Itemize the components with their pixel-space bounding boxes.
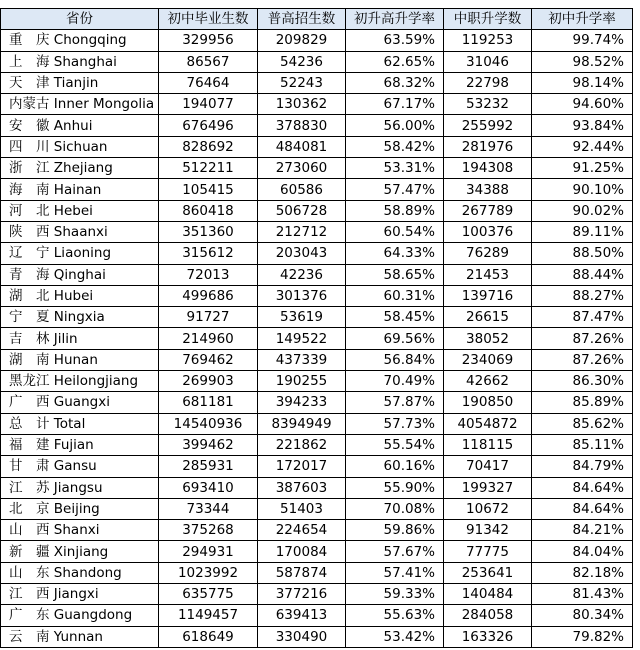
high-school-rate-cell: 62.65% <box>346 51 444 72</box>
vocational-enrollment-cell: 190850 <box>444 392 532 413</box>
high-school-rate-cell: 57.41% <box>346 562 444 583</box>
high-school-enrollment-cell: 377216 <box>258 584 346 605</box>
table-row <box>1 307 633 328</box>
junior-graduates-cell: 375268 <box>159 520 258 541</box>
province-cell: 青 海 Qinghai <box>1 264 159 285</box>
vocational-enrollment-cell: 34388 <box>444 179 532 200</box>
vocational-enrollment-cell: 100376 <box>444 221 532 242</box>
high-school-enrollment-cell: 172017 <box>258 456 346 477</box>
progression-rate-cell: 85.11% <box>532 434 633 455</box>
vocational-enrollment-cell: 234069 <box>444 349 532 370</box>
junior-graduates-cell: 676496 <box>159 115 258 136</box>
high-school-enrollment-cell: 149522 <box>258 328 346 349</box>
progression-rate-cell: 93.84% <box>532 115 633 136</box>
province-cell: 河 北 Hebei <box>1 200 159 221</box>
high-school-enrollment-cell: 224654 <box>258 520 346 541</box>
table-row <box>1 371 633 392</box>
high-school-rate-cell: 68.32% <box>346 72 444 93</box>
vocational-enrollment-cell: 163326 <box>444 626 532 647</box>
high-school-enrollment-cell: 378830 <box>258 115 346 136</box>
header-progression-rate: 初中升学率 <box>532 9 633 30</box>
table-row <box>1 349 633 370</box>
junior-graduates-cell: 73344 <box>159 498 258 519</box>
progression-rate-cell: 91.25% <box>532 158 633 179</box>
progression-rate-cell: 99.74% <box>532 30 633 51</box>
progression-rate-cell: 92.44% <box>532 136 633 157</box>
table-row <box>1 562 633 583</box>
high-school-rate-cell: 53.42% <box>346 626 444 647</box>
vocational-enrollment-cell: 21453 <box>444 264 532 285</box>
province-cell: 福 建 Fujian <box>1 434 159 455</box>
header-high-school-enrollment: 普高招生数 <box>258 9 346 30</box>
table-row <box>1 626 633 647</box>
high-school-rate-cell: 58.45% <box>346 307 444 328</box>
junior-graduates-cell: 91727 <box>159 307 258 328</box>
junior-graduates-cell: 635775 <box>159 584 258 605</box>
junior-graduates-cell: 769462 <box>159 349 258 370</box>
progression-rate-cell: 86.30% <box>532 371 633 392</box>
junior-graduates-cell: 860418 <box>159 200 258 221</box>
progression-rate-cell: 90.02% <box>532 200 633 221</box>
progression-rate-cell: 84.79% <box>532 456 633 477</box>
table-row <box>1 605 633 626</box>
table-row <box>1 179 633 200</box>
high-school-rate-cell: 57.87% <box>346 392 444 413</box>
high-school-rate-cell: 60.54% <box>346 221 444 242</box>
table-row <box>1 94 633 115</box>
table-row <box>1 264 633 285</box>
progression-rate-cell: 94.60% <box>532 94 633 115</box>
vocational-enrollment-cell: 118115 <box>444 434 532 455</box>
high-school-enrollment-cell: 273060 <box>258 158 346 179</box>
high-school-enrollment-cell: 212712 <box>258 221 346 242</box>
vocational-enrollment-cell: 53232 <box>444 94 532 115</box>
province-cell: 内蒙古 Inner Mongolia <box>1 94 159 115</box>
vocational-enrollment-cell: 139716 <box>444 285 532 306</box>
province-cell: 辽 宁 Liaoning <box>1 243 159 264</box>
province-cell: 湖 南 Hunan <box>1 349 159 370</box>
province-cell: 北 京 Beijing <box>1 498 159 519</box>
header-high-school-rate: 初升高升学率 <box>346 9 444 30</box>
table-row <box>1 584 633 605</box>
junior-graduates-cell: 214960 <box>159 328 258 349</box>
junior-graduates-cell: 681181 <box>159 392 258 413</box>
province-cell: 黑龙江 Heilongjiang <box>1 371 159 392</box>
progression-rate-cell: 84.64% <box>532 498 633 519</box>
high-school-enrollment-cell: 301376 <box>258 285 346 306</box>
province-cell: 四 川 Sichuan <box>1 136 159 157</box>
progression-rate-cell: 79.82% <box>532 626 633 647</box>
province-cell: 江 苏 Jiangsu <box>1 477 159 498</box>
high-school-enrollment-cell: 203043 <box>258 243 346 264</box>
header-row <box>1 9 633 30</box>
progression-rate-cell: 84.04% <box>532 541 633 562</box>
progression-rate-cell: 87.26% <box>532 328 633 349</box>
high-school-enrollment-cell: 53619 <box>258 307 346 328</box>
high-school-rate-cell: 55.90% <box>346 477 444 498</box>
high-school-rate-cell: 60.31% <box>346 285 444 306</box>
progression-rate-cell: 88.27% <box>532 285 633 306</box>
progression-rate-cell: 84.64% <box>532 477 633 498</box>
table-row <box>1 158 633 179</box>
progression-rate-cell: 84.21% <box>532 520 633 541</box>
progression-rate-cell: 88.44% <box>532 264 633 285</box>
high-school-rate-cell: 53.31% <box>346 158 444 179</box>
vocational-enrollment-cell: 253641 <box>444 562 532 583</box>
junior-graduates-cell: 1023992 <box>159 562 258 583</box>
junior-graduates-cell: 105415 <box>159 179 258 200</box>
progression-rate-cell: 85.89% <box>532 392 633 413</box>
province-cell: 新 疆 Xinjiang <box>1 541 159 562</box>
province-cell: 山 西 Shanxi <box>1 520 159 541</box>
header-vocational-enrollment: 中职升学数 <box>444 9 532 30</box>
junior-graduates-cell: 1149457 <box>159 605 258 626</box>
junior-graduates-cell: 399462 <box>159 434 258 455</box>
high-school-rate-cell: 70.49% <box>346 371 444 392</box>
junior-graduates-cell: 86567 <box>159 51 258 72</box>
province-cell: 湖 北 Hubei <box>1 285 159 306</box>
table-row <box>1 413 633 434</box>
progression-rate-cell: 82.18% <box>532 562 633 583</box>
junior-graduates-cell: 828692 <box>159 136 258 157</box>
high-school-enrollment-cell: 330490 <box>258 626 346 647</box>
header-province: 省份 <box>1 9 159 30</box>
junior-graduates-cell: 329956 <box>159 30 258 51</box>
progression-rate-cell: 87.26% <box>532 349 633 370</box>
high-school-rate-cell: 63.59% <box>346 30 444 51</box>
junior-graduates-cell: 14540936 <box>159 413 258 434</box>
table-row <box>1 115 633 136</box>
high-school-enrollment-cell: 639413 <box>258 605 346 626</box>
high-school-enrollment-cell: 51403 <box>258 498 346 519</box>
province-cell: 吉 林 Jilin <box>1 328 159 349</box>
high-school-rate-cell: 58.42% <box>346 136 444 157</box>
junior-graduates-cell: 315612 <box>159 243 258 264</box>
high-school-rate-cell: 55.54% <box>346 434 444 455</box>
high-school-enrollment-cell: 587874 <box>258 562 346 583</box>
vocational-enrollment-cell: 22798 <box>444 72 532 93</box>
high-school-enrollment-cell: 506728 <box>258 200 346 221</box>
vocational-enrollment-cell: 194308 <box>444 158 532 179</box>
vocational-enrollment-cell: 284058 <box>444 605 532 626</box>
high-school-rate-cell: 57.67% <box>346 541 444 562</box>
table-body <box>1 30 633 648</box>
high-school-enrollment-cell: 170084 <box>258 541 346 562</box>
province-cell: 陕 西 Shaanxi <box>1 221 159 242</box>
province-cell: 浙 江 Zhejiang <box>1 158 159 179</box>
province-cell: 海 南 Hainan <box>1 179 159 200</box>
table-row <box>1 541 633 562</box>
vocational-enrollment-cell: 255992 <box>444 115 532 136</box>
vocational-enrollment-cell: 4054872 <box>444 413 532 434</box>
vocational-enrollment-cell: 70417 <box>444 456 532 477</box>
junior-graduates-cell: 194077 <box>159 94 258 115</box>
table-row <box>1 243 633 264</box>
vocational-enrollment-cell: 38052 <box>444 328 532 349</box>
high-school-enrollment-cell: 387603 <box>258 477 346 498</box>
high-school-rate-cell: 64.33% <box>346 243 444 264</box>
vocational-enrollment-cell: 199327 <box>444 477 532 498</box>
progression-rate-cell: 89.11% <box>532 221 633 242</box>
vocational-enrollment-cell: 267789 <box>444 200 532 221</box>
vocational-enrollment-cell: 77775 <box>444 541 532 562</box>
table-row <box>1 434 633 455</box>
vocational-enrollment-cell: 76289 <box>444 243 532 264</box>
high-school-enrollment-cell: 209829 <box>258 30 346 51</box>
junior-graduates-cell: 269903 <box>159 371 258 392</box>
table-row <box>1 477 633 498</box>
table-row <box>1 498 633 519</box>
high-school-rate-cell: 59.33% <box>346 584 444 605</box>
header-junior-graduates: 初中毕业生数 <box>159 9 258 30</box>
high-school-rate-cell: 59.86% <box>346 520 444 541</box>
vocational-enrollment-cell: 281976 <box>444 136 532 157</box>
vocational-enrollment-cell: 10672 <box>444 498 532 519</box>
province-cell: 总 计 Total <box>1 413 159 434</box>
high-school-enrollment-cell: 484081 <box>258 136 346 157</box>
progression-rate-cell: 98.52% <box>532 51 633 72</box>
progression-rate-cell: 90.10% <box>532 179 633 200</box>
progression-rate-cell: 88.50% <box>532 243 633 264</box>
province-cell: 重 庆 Chongqing <box>1 30 159 51</box>
high-school-rate-cell: 69.56% <box>346 328 444 349</box>
progression-rate-cell: 81.43% <box>532 584 633 605</box>
table-row <box>1 456 633 477</box>
high-school-rate-cell: 57.73% <box>346 413 444 434</box>
vocational-enrollment-cell: 140484 <box>444 584 532 605</box>
table-row <box>1 392 633 413</box>
vocational-enrollment-cell: 26615 <box>444 307 532 328</box>
province-cell: 上 海 Shanghai <box>1 51 159 72</box>
high-school-rate-cell: 60.16% <box>346 456 444 477</box>
progression-rate-cell: 87.47% <box>532 307 633 328</box>
junior-graduates-cell: 76464 <box>159 72 258 93</box>
junior-graduates-cell: 512211 <box>159 158 258 179</box>
junior-graduates-cell: 499686 <box>159 285 258 306</box>
province-cell: 山 东 Shandong <box>1 562 159 583</box>
high-school-enrollment-cell: 130362 <box>258 94 346 115</box>
table-row <box>1 520 633 541</box>
junior-graduates-cell: 72013 <box>159 264 258 285</box>
high-school-rate-cell: 70.08% <box>346 498 444 519</box>
table-row <box>1 51 633 72</box>
progression-rate-cell: 98.14% <box>532 72 633 93</box>
high-school-enrollment-cell: 221862 <box>258 434 346 455</box>
high-school-rate-cell: 58.65% <box>346 264 444 285</box>
high-school-rate-cell: 56.00% <box>346 115 444 136</box>
vocational-enrollment-cell: 42662 <box>444 371 532 392</box>
high-school-enrollment-cell: 190255 <box>258 371 346 392</box>
high-school-rate-cell: 55.63% <box>346 605 444 626</box>
table-row <box>1 221 633 242</box>
junior-graduates-cell: 285931 <box>159 456 258 477</box>
progression-rate-cell: 85.62% <box>532 413 633 434</box>
vocational-enrollment-cell: 119253 <box>444 30 532 51</box>
high-school-rate-cell: 58.89% <box>346 200 444 221</box>
table-row <box>1 136 633 157</box>
junior-graduates-cell: 294931 <box>159 541 258 562</box>
high-school-enrollment-cell: 42236 <box>258 264 346 285</box>
province-cell: 安 徽 Anhui <box>1 115 159 136</box>
high-school-enrollment-cell: 8394949 <box>258 413 346 434</box>
province-cell: 广 东 Guangdong <box>1 605 159 626</box>
high-school-enrollment-cell: 394233 <box>258 392 346 413</box>
high-school-enrollment-cell: 60586 <box>258 179 346 200</box>
high-school-rate-cell: 67.17% <box>346 94 444 115</box>
table-row <box>1 285 633 306</box>
province-enrollment-table <box>0 8 633 648</box>
high-school-rate-cell: 56.84% <box>346 349 444 370</box>
high-school-enrollment-cell: 437339 <box>258 349 346 370</box>
junior-graduates-cell: 618649 <box>159 626 258 647</box>
province-cell: 云 南 Yunnan <box>1 626 159 647</box>
vocational-enrollment-cell: 91342 <box>444 520 532 541</box>
progression-rate-cell: 80.34% <box>532 605 633 626</box>
table-row <box>1 328 633 349</box>
table-row <box>1 200 633 221</box>
province-cell: 宁 夏 Ningxia <box>1 307 159 328</box>
table-row <box>1 30 633 51</box>
junior-graduates-cell: 693410 <box>159 477 258 498</box>
high-school-rate-cell: 57.47% <box>346 179 444 200</box>
high-school-enrollment-cell: 52243 <box>258 72 346 93</box>
province-cell: 甘 肃 Gansu <box>1 456 159 477</box>
table-row <box>1 72 633 93</box>
vocational-enrollment-cell: 31046 <box>444 51 532 72</box>
junior-graduates-cell: 351360 <box>159 221 258 242</box>
high-school-enrollment-cell: 54236 <box>258 51 346 72</box>
province-cell: 江 西 Jiangxi <box>1 584 159 605</box>
province-cell: 广 西 Guangxi <box>1 392 159 413</box>
province-cell: 天 津 Tianjin <box>1 72 159 93</box>
